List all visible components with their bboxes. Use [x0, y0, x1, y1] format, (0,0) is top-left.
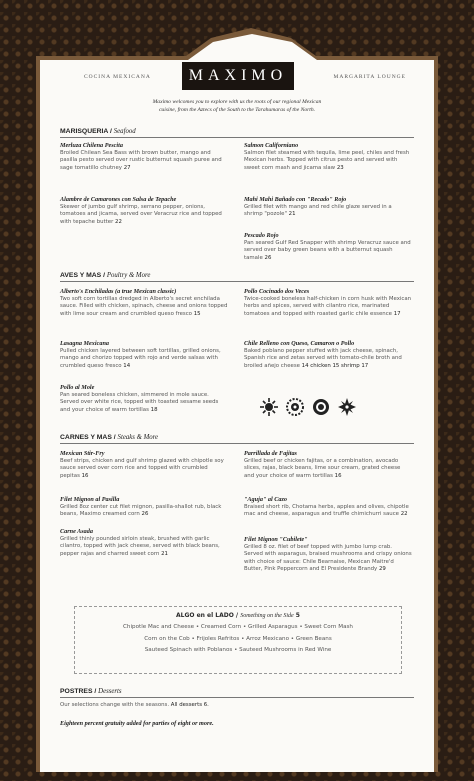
restaurant-logo: MAXIMO	[182, 62, 294, 90]
section-heading: AVES Y MAS / Poultry & More	[60, 272, 414, 282]
sides-box	[74, 606, 402, 674]
cuisine-label: COCINA MEXICANA	[84, 74, 151, 80]
menu-item: Pollo al Mole Pan seared boneless chicken, simmered in mole sauce. Served over white rice, topped with toasted sesame seeds and your choice of warm tortillas 18	[60, 384, 219, 413]
menu-item: Mexican Stir-Fry Beef strips, chicken and gulf shrimp glazed with chipotle soy sauce served over corn rice and topped with crumbled pepitas 16	[60, 450, 224, 479]
lounge-label: MARGARITA LOUNGE	[333, 74, 406, 80]
postres-section	[60, 688, 414, 709]
gratuity-note: Eighteen percent gratuity added for parties of eight or more.	[60, 720, 214, 727]
sun-icon	[260, 398, 278, 416]
header	[62, 62, 412, 92]
menu-item: Filet Mignon al Pasilla Grilled 8oz center cut filet mignon, pasilla-shallot rub, black beans, Maximo creamed corn 26	[60, 496, 222, 518]
sides-line: Sauteed Spinach with Poblanos • Sauteed Mushrooms in Red Wine	[144, 647, 332, 653]
sides-heading: ALGO en el LADO / Something on the Side 5	[176, 612, 300, 619]
menu-item: Pollo Cocinado dos Veces Twice-cooked boneless half-chicken in corn husk with Mexican herbs and spices, served with cilantro rice, marinated tomatoes and topped with roasted garlic chile essence 17	[244, 288, 412, 317]
decorative-icons	[260, 398, 356, 416]
section-heading: CARNES Y MAS / Steaks & More	[60, 434, 414, 444]
menu-item: Merluza Chilena Pescita Broiled Chilean Sea Bass with brown butter, mango and pasilla pesto served over rustic butternut squash puree and sage tomatillo chutney 27	[60, 142, 222, 171]
menu-item: Alberto's Enchiladas (a true Mexican classic) Two soft corn tortillas dredged in Alberto's secret enchilada sauce. Filled with chicken, spinach, cheese and onions topped with lime sour cream and crumbled queso fresco 15	[60, 288, 228, 317]
sides-line: Chipotle Mac and Cheese • Creamed Corn • Grilled Asparagus • Sweet Corn Mash	[123, 624, 353, 630]
menu-item: Pescado Rojo Pan seared Gulf Red Snapper with shrimp Veracruz sauce and served over baby green beans with a butternut squash tamale 26	[244, 232, 411, 261]
menu-item: Mahi Mahi Bañado con "Recado" Rojo Grilled filet with mango and red chile glaze served in a shrimp "pozole" 21	[244, 196, 392, 218]
star-icon	[338, 398, 356, 416]
menu-item: "Aguja" al Cazo Braised short rib, Chotama herbs, apples and olives, chipotle mac and cheese, asparagus and truffle chimichurri sauce 22	[244, 496, 409, 518]
postres-desc: Our selections change with the seasons. All desserts 6.	[60, 702, 209, 708]
menu-item: Filet Mignon "Cubilete" Grilled 8 oz. filet of beef topped with jumbo lump crab. Served with asparagus, braised mushrooms and crispy onions with choice of sauce: Chile Bearnaise, Mexican Maitre'd Butter, Pink Peppercorn and El Presidente Brandy 29	[244, 536, 412, 572]
menu-item: Lasagna Mexicana Pulled chicken layered between soft tortillas, grilled onions, mango and chorizo topped with rojo and verde salsas with crumbled queso fresco 14	[60, 340, 221, 369]
intro-text: Maximo welcomes you to explore with us the roots of our regional Mexican cuisine, from the Aztecs of the South to the Tarahumaras of the North.	[152, 99, 322, 113]
section-heading: MARISQUERIA / Seafood	[60, 128, 414, 138]
aztec-wheel-icon	[312, 398, 330, 416]
carnes-section	[60, 434, 414, 572]
aves-section	[60, 272, 414, 413]
menu-item: Alambre de Camarones con Salsa de Tepache Skewer of jumbo gulf shrimp, serrano pepper, onions, tomatoes and jicama, served over Veracruz rice and topped with tepache butter 22	[60, 196, 222, 225]
section-heading: POSTRES / Desserts	[60, 688, 414, 698]
sunburst-icon	[286, 398, 304, 416]
menu-item: Chile Relleno con Queso, Camaron o Pollo Baked poblano pepper stuffed with jack cheese, spinach, Spanish rice and zetas served with tomato-chile broth and broiled añejo cheese 14 chicken 15 shrimp 17	[244, 340, 402, 369]
menu-item: Carne Asada Grilled thinly pounded sirloin steak, brushed with garlic cilantro, topped with jack cheese, served with black beans, pepper rajas and charred sweet corn 21	[60, 528, 220, 557]
menu-item: Parrillada de Fajitas Grilled beef or chicken fajitas, or a combination, avocado slices, rajas, black beans, lime sour cream, grated cheese and your choice of warm tortillas 16	[244, 450, 401, 479]
marisqueria-section	[60, 128, 414, 261]
menu-item: Salmon Californiano Salmon filet steamed with tequila, lime peel, chiles and fresh Mexican herbs. Topped with citrus pesto and served with sweet corn mash and jicama slaw 23	[244, 142, 410, 171]
sides-line: Corn on the Cob • Frijoles Refritos • Arroz Mexicano • Green Beans	[144, 635, 332, 642]
